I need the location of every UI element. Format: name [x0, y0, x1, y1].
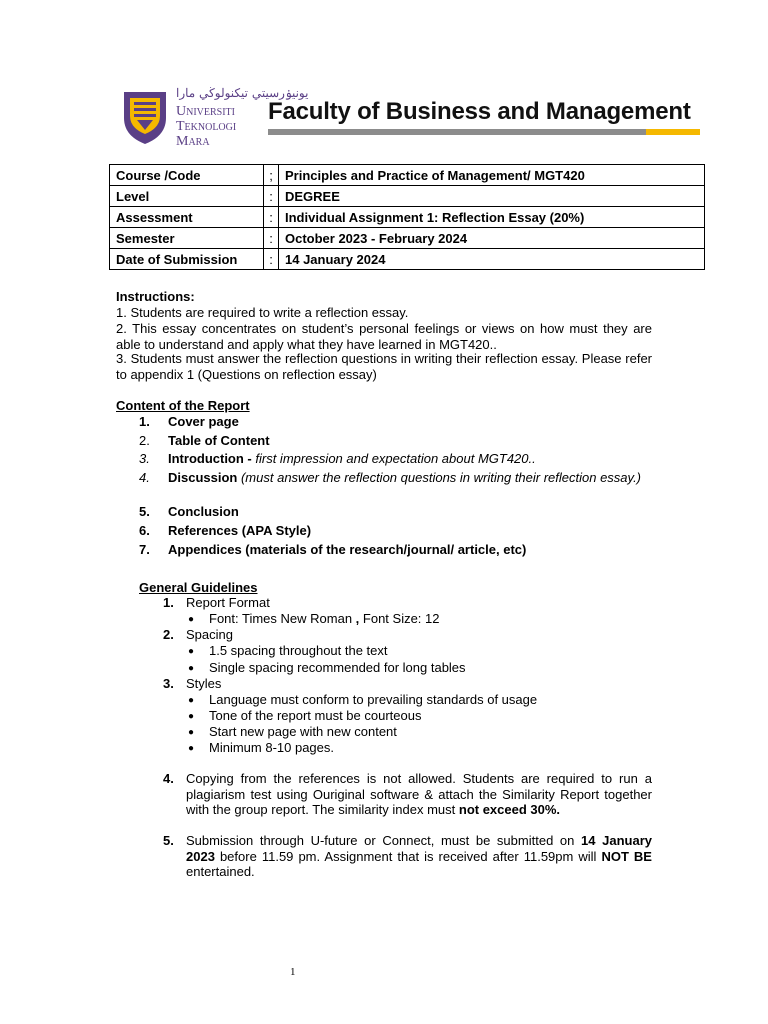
guideline-bullet: Minimum 8-10 pages.: [209, 740, 334, 755]
guideline-title: Spacing: [186, 627, 233, 642]
bullet-text-comma: ,: [355, 611, 360, 626]
content-item: [168, 414, 652, 430]
content-item: [168, 523, 652, 539]
table-value: Principles and Practice of Management/ MGT420: [279, 165, 705, 186]
guideline-bullet: Tone of the report must be courteous: [209, 708, 422, 723]
university-name: [176, 104, 236, 149]
table-label: Level: [110, 186, 264, 207]
content-item: [168, 470, 652, 486]
header-rule-gray: [268, 129, 646, 135]
table-row: [110, 186, 705, 207]
guideline-bullet: [209, 611, 440, 627]
bullet-icon: ●: [188, 711, 195, 722]
university-crest-icon: [120, 88, 170, 146]
table-row: [110, 228, 705, 249]
university-name-line3: Mara: [176, 134, 210, 149]
table-value: 14 January 2024: [279, 249, 705, 270]
instruction-item-1: 1. Students are required to write a reflection essay.: [116, 305, 409, 320]
header-rule-gold: [646, 129, 700, 135]
content-item-number: 2.: [139, 433, 150, 448]
guideline-number: 4.: [163, 771, 174, 786]
guideline-number: 3.: [163, 676, 174, 691]
content-item-title: Cover page: [168, 414, 239, 429]
guideline-text: Copying from the references is not allowed. Students are required to run a plagiarism test using Ouriginal software & attach the Similarity Report together with the group report. The similarity index must: [186, 771, 652, 817]
table-separator: :: [264, 249, 279, 270]
bullet-icon: ●: [188, 743, 195, 754]
content-item-note: first impression and expectation about MGT420..: [251, 451, 536, 466]
content-item-number: 7.: [139, 542, 150, 557]
content-item-number: 4.: [139, 470, 150, 485]
content-item-title: Discussion: [168, 470, 238, 485]
table-value: October 2023 - February 2024: [279, 228, 705, 249]
guideline-emphasis: NOT BE: [601, 848, 652, 864]
guidelines-heading: General Guidelines: [139, 580, 258, 595]
content-item: [168, 433, 652, 449]
content-item-title: Conclusion: [168, 504, 239, 519]
university-name-line2: Teknologi: [176, 119, 237, 134]
content-item: [168, 542, 652, 558]
content-item: [168, 504, 652, 520]
guideline-number: 5.: [163, 833, 174, 848]
guideline-title: Styles: [186, 676, 222, 691]
page-number: 1: [290, 966, 296, 978]
table-row: [110, 249, 705, 270]
bullet-text: Font: Times New Roman: [209, 611, 356, 626]
table-separator: :: [264, 228, 279, 249]
instruction-item-2: 2. This essay concentrates on student’s personal feelings or views on how must they are able to understand and apply what they have learned in MGT420..: [116, 321, 652, 352]
table-separator: :: [264, 207, 279, 228]
guideline-emphasis: 14 January 2023: [186, 833, 653, 864]
table-label: Semester: [110, 228, 264, 249]
content-item-title: References (APA Style): [168, 523, 312, 538]
instruction-item-3: 3. Students must answer the reflection questions in writing their reflection essay. Please refer to appendix 1 (Questions on reflection essay): [116, 351, 652, 382]
instructions-heading: Instructions:: [116, 289, 195, 304]
guideline-number: 1.: [163, 595, 174, 610]
content-item-number: 1.: [139, 414, 150, 429]
content-heading: Content of the Report: [116, 398, 250, 413]
content-item-number: 6.: [139, 523, 150, 538]
table-separator: ;: [264, 165, 279, 186]
guideline-text: before 11.59 pm. Assignment that is received after 11.59pm will: [214, 848, 602, 864]
faculty-title: Faculty of Business and Management: [268, 98, 691, 125]
bullet-icon: ●: [188, 727, 195, 738]
bullet-icon: ●: [188, 646, 195, 657]
guideline-paragraph: [186, 833, 652, 880]
bullet-icon: ●: [188, 695, 195, 706]
content-item-title: Introduction -: [168, 451, 252, 466]
university-name-line1: Universiti: [176, 104, 235, 119]
guideline-text: Submission through U-future or Connect, must be submitted on: [186, 833, 582, 848]
bullet-icon: ●: [188, 663, 195, 674]
guideline-emphasis: not exceed 30%.: [458, 802, 561, 817]
table-label: Course /Code: [110, 165, 264, 186]
course-info-table: [109, 164, 705, 270]
guideline-bullet: 1.5 spacing throughout the text: [209, 643, 388, 658]
table-label: Date of Submission: [110, 249, 264, 270]
guideline-paragraph: [186, 771, 652, 818]
content-item-title: Appendices (materials of the research/journal/ article, etc): [168, 542, 527, 557]
table-row: [110, 165, 705, 186]
jawi-script: يونيۏرسيتي تيكنولوڬي مارا: [176, 86, 309, 100]
content-item: [168, 451, 652, 467]
bullet-icon: ●: [188, 614, 195, 625]
guideline-bullet: Language must conform to prevailing standards of usage: [209, 692, 538, 707]
table-row: [110, 207, 705, 228]
content-item-number: 5.: [139, 504, 150, 519]
guideline-bullet: Single spacing recommended for long tables: [209, 660, 466, 675]
content-item-note: (must answer the reflection questions in writing their reflection essay.): [237, 470, 642, 485]
content-item-number: 3.: [139, 451, 150, 466]
guideline-bullet: Start new page with new content: [209, 724, 397, 739]
guideline-text: entertained.: [186, 864, 255, 879]
bullet-text-size: Font Size: 12: [359, 611, 440, 626]
table-value: Individual Assignment 1: Reflection Essay (20%): [279, 207, 705, 228]
uitm-logo: [118, 82, 309, 152]
guideline-title: Report Format: [186, 595, 270, 610]
table-label: Assessment: [110, 207, 264, 228]
guideline-number: 2.: [163, 627, 174, 642]
content-item-title: Table of Content: [168, 433, 270, 448]
table-separator: :: [264, 186, 279, 207]
table-value: DEGREE: [279, 186, 705, 207]
